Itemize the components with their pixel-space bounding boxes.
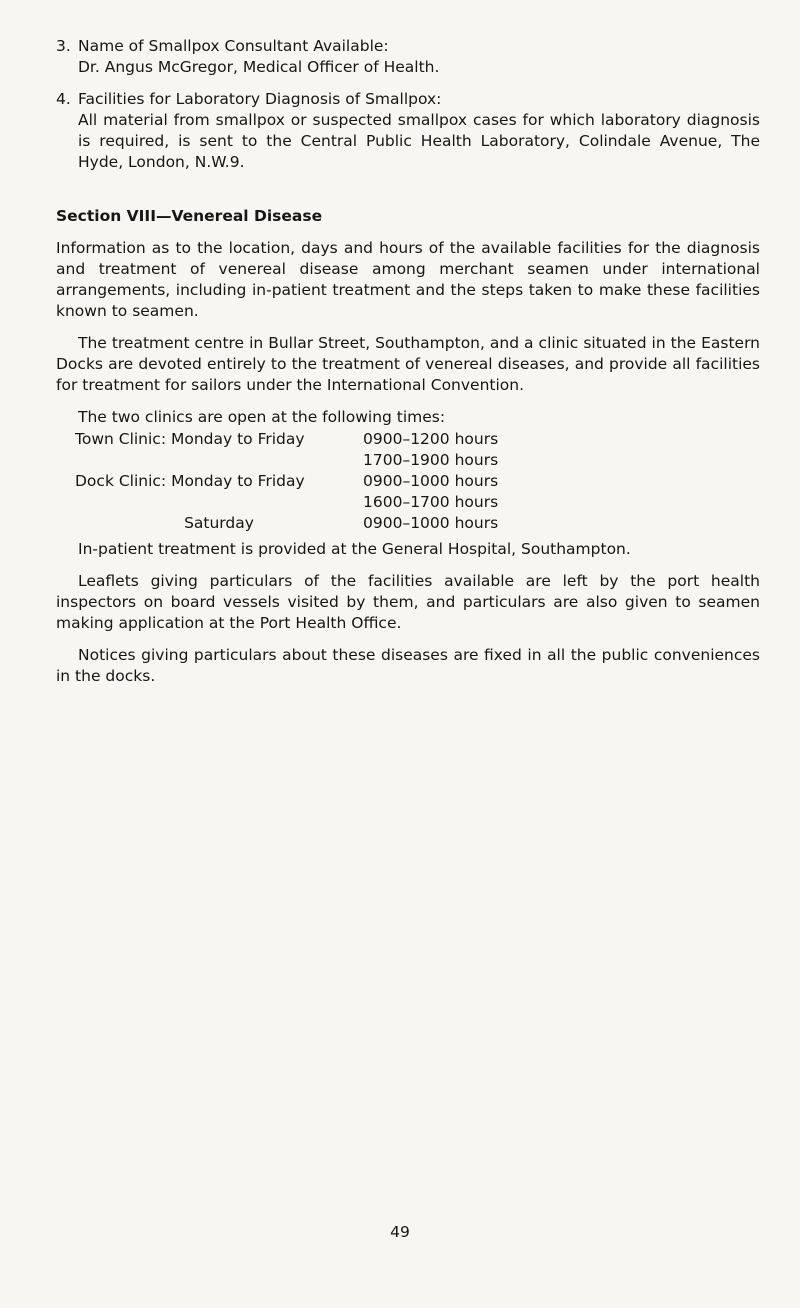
- time-cell: 0900–1200 hours: [363, 430, 499, 448]
- item-4-body: All material from smallpox or suspected smallpox cases for which laboratory diagnosis is required, is sent to the Central Public Health Laboratory, Colindale Avenue, The Hyde, London, N.W.9.: [78, 111, 760, 171]
- page-content: [56, 36, 760, 687]
- clinic-cell: [75, 492, 363, 513]
- page-number: 49: [390, 1223, 410, 1241]
- clinic-cell: Town Clinic: Monday to Friday: [75, 430, 305, 448]
- item-4-title: [56, 89, 760, 110]
- item-3-title: [56, 36, 760, 57]
- table-row: [75, 492, 498, 513]
- table-row: [75, 471, 498, 492]
- leaflets-paragraph: Leaflets giving particulars of the facilities available are left by the port health inspectors on board vessels visited by them, and particulars are also given to seamen making application at the Port Health Office.: [56, 572, 760, 632]
- time-cell: 1700–1900 hours: [363, 451, 499, 469]
- item-3-body: Dr. Angus McGregor, Medical Officer of Health.: [78, 58, 440, 76]
- item-title: Name of Smallpox Consultant Available:: [78, 37, 389, 55]
- notices-paragraph: Notices giving particulars about these diseases are fixed in all the public conveniences in the docks.: [56, 646, 760, 685]
- table-row: [75, 429, 498, 450]
- section-heading: Section VIII—Venereal Disease: [56, 207, 323, 225]
- clinic-cell: Saturday: [184, 514, 254, 532]
- item-title: Facilities for Laboratory Diagnosis of Smallpox:: [78, 90, 442, 108]
- in-patient-paragraph: In-patient treatment is provided at the General Hospital, Southampton.: [78, 540, 631, 558]
- treatment-centre-paragraph: The treatment centre in Bullar Street, Southampton, and a clinic situated in the Eastern Docks are devoted entirely to the treatment of venereal diseases, and provide all facilities for treatment for sailors under the International Convention.: [56, 334, 760, 394]
- item-number: 4.: [56, 90, 71, 108]
- clinics-intro: The two clinics are open at the following times:: [78, 408, 446, 426]
- time-cell: 0900–1000 hours: [363, 514, 499, 532]
- table-row: [75, 450, 498, 471]
- item-number: 3.: [56, 37, 71, 55]
- clinic-cell: [75, 450, 363, 471]
- clinic-hours-table: [75, 429, 498, 534]
- time-cell: 0900–1000 hours: [363, 472, 499, 490]
- section-intro: Information as to the location, days and hours of the available facilities for the diagnosis and treatment of venereal disease among merchant seamen under international arrangements, including in-patient treatment and the steps taken to make these facilities known to seamen.: [56, 239, 760, 320]
- time-cell: 1600–1700 hours: [363, 493, 499, 511]
- table-row: [75, 513, 498, 534]
- clinic-cell: Dock Clinic: Monday to Friday: [75, 472, 305, 490]
